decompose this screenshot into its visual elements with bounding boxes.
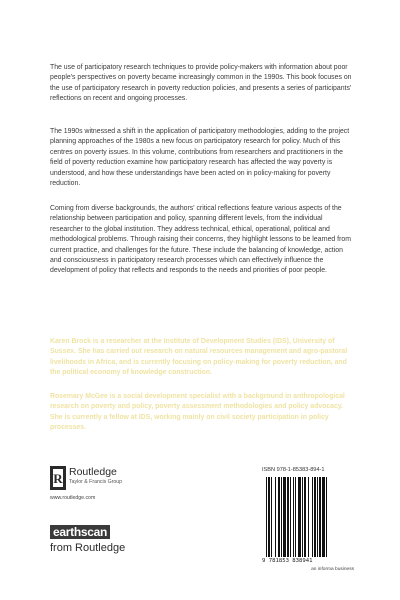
imprint-from-routledge: from Routledge (50, 542, 126, 554)
barcode-digits: 9 781853 838941 (262, 558, 313, 564)
barcode-bar (312, 477, 313, 557)
barcode-bars (262, 477, 354, 557)
barcode-bar (268, 477, 270, 557)
author-bio-karen-brock: Karen Brock is a researcher at the Institute of Development Studies (IDS), University of Sussex. She has carried out research on natural resources management and agro-pastoral livelihoods in Africa, and is currently focusing on policy-making for poverty reduction, and the political economy of knowledge construction. (50, 338, 348, 377)
blurb-paragraph-1: The use of participatory research techniques to provide policy-makers with information about poor people's perspectives on poverty became increasingly common in the 1990s. This book focuses on the use of participatory research in poverty reduction policies, and presents a series of participants' reflections on recent and ongoing processes. (50, 64, 352, 103)
barcode-bar (298, 477, 301, 557)
routledge-logo (50, 466, 170, 506)
svg-text:R: R (53, 471, 63, 486)
barcode-bar (319, 477, 321, 557)
barcode-bar (275, 477, 276, 557)
barcode-bar (308, 477, 309, 557)
barcode-bar (322, 477, 325, 557)
barcode-bar (266, 477, 267, 557)
barcode-bar (302, 477, 303, 557)
blurb-paragraph-2: The 1990s witnessed a shift in the application of participatory methodologies, adding to the project planning approaches of the 1980s a new focus on participatory research for policy. Much of this centres on poverty issues. In this volume, contributions from researchers and practitioners in the field of poverty reduction examine how participatory research has affected the way poverty is understood, and how these understandings have been acted on in policy-making for poverty reduction. (50, 128, 350, 188)
informa-tagline: an informa business (311, 567, 354, 572)
barcode-bar (278, 477, 280, 557)
blurb-paragraph-3: Coming from diverse backgrounds, the authors' critical reflections feature various aspects of the relationship between participation and policy, spanning different levels, from the individual researcher to the global institution. They address technical, ethical, operational, political and methodological problems. Through raising their concerns, they highlight lessons to be learned from current practice, and challenges for the future. These include the balancing of knowledge, action and consciousness in participatory research processes which can effectively influence the development of policy that reflects and responds to the needs and priorities of poor people. (50, 205, 351, 275)
publisher-group: Taylor & Francis Group (69, 479, 123, 485)
barcode-bar (304, 477, 306, 557)
author-bio-rosemary-mcgee: Rosemary McGee is a social development specialist with a background in anthropological research on poverty and policy, poverty assessment methodologies and policy advocacy. She is currently a fellow at IDS, working mainly on civil society participation in policy processes. (50, 393, 345, 432)
barcode-bar (326, 477, 327, 557)
barcode-bar (295, 477, 296, 557)
barcode-bar (287, 477, 289, 557)
publisher-name: Routledge (69, 466, 117, 478)
barcode-bar (283, 477, 286, 557)
barcode-bar (281, 477, 282, 557)
earthscan-wordmark: earthscan (50, 525, 110, 539)
barcode-bar (271, 477, 272, 557)
routledge-r-icon (50, 466, 66, 490)
barcode-bar (293, 477, 294, 557)
barcode-bar (317, 477, 318, 557)
earthscan-imprint (50, 525, 170, 565)
isbn-barcode (262, 467, 354, 577)
isbn-label: ISBN 978-1-85383-894-1 (262, 467, 325, 473)
barcode-bar (314, 477, 316, 557)
publisher-url: www.routledge.com (50, 495, 96, 501)
barcode-bar (290, 477, 291, 557)
